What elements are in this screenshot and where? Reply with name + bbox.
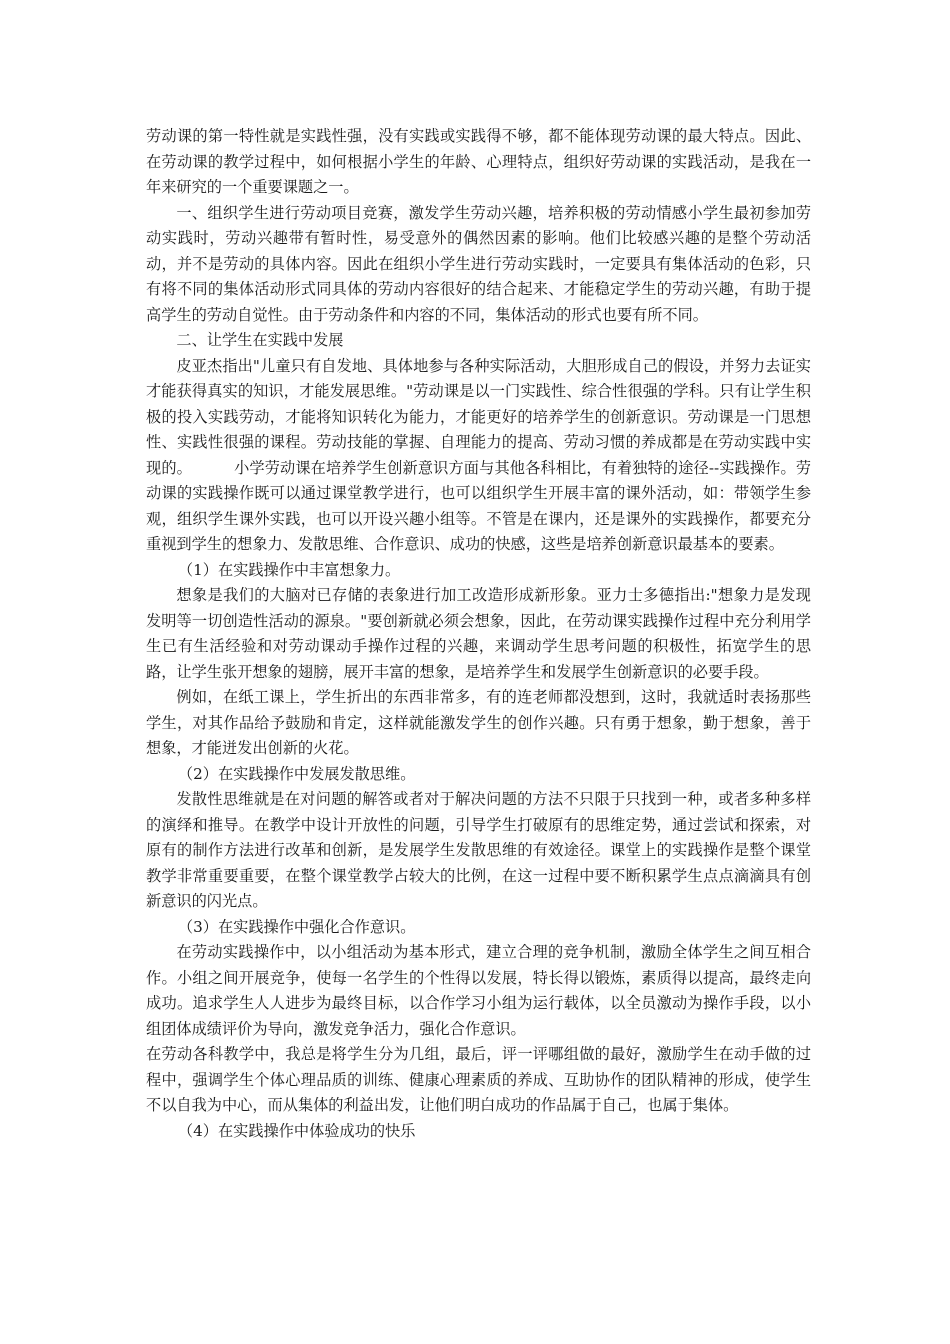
paragraph-cooperation: 在劳动实践操作中，以小组活动为基本形式，建立合理的竞争机制，激励全体学生之间互相合作。小组之间开展竞争，使每一名学生的个性得以发展，特长得以锻炼，素质得以提高，最终走向成功。追求学生人人进步为最终目标，以合作学习小组为运行载体，以全员激动为操作手段，以小组团体成绩评价为导向，激发竞争活力，强化合作意识。 (146, 943, 811, 1038)
paragraph-piaget (146, 354, 811, 558)
paragraph-section-one: 一、组织学生进行劳动项目竞赛，激发学生劳动兴趣，培养积极的劳动情感小学生最初参加劳动实践时，劳动兴趣带有暂时性，易受意外的偶然因素的影响。他们比较感兴趣的是整个劳动活动，并不是劳动的具体内容。因此在组织小学生进行劳动实践时，一定要具有集体活动的色彩，只有将不同的集体活动形式同具体的劳动内容很好的结合起来、才能稳定学生的劳动兴趣，有助于提高学生的劳动自觉性。由于劳动条件和内容的不同，集体活动的形式也要有所不同。 (146, 203, 811, 324)
paragraph-practice-text: 小学劳动课在培养学生创新意识方面与其他各科相比，有着独特的途径--实践操作。劳动课的实践操作既可以通过课堂教学进行，也可以组织学生开展丰富的课外活动，如：带领学生参观，组织学生课外实践，也可以开设兴趣小组等。不管是在课内，还是课外的实践操作，都要充分重视到学生的想象力、发散思维、合作意识、成功的快感，这些是培养创新意识最基本的要素。 (146, 458, 812, 553)
heading-success: （4）在实践操作中体验成功的快乐 (177, 1121, 416, 1140)
heading-cooperation: （3）在实践操作中强化合作意识。 (177, 917, 416, 936)
paragraph-paper-craft: 例如，在纸工课上，学生折出的东西非常多，有的连老师都没想到，这时，我就适时表扬那些学生，对其作品给予鼓励和肯定，这样就能激发学生的创作兴趣。只有勇于想象，勤于想象，善于想象，才能迸发出创新的火花。 (146, 688, 811, 757)
heading-section-two: 二、让学生在实践中发展 (176, 331, 344, 349)
paragraph-piaget-text: 皮亚杰指出"儿童只有自发地、具体地参与各种实际活动，大胆形成自己的假设，并努力去证实才能获得真实的知识，才能发展思维。"劳动课是以一门实践性、综合性很强的学科。只有让学生积极的投入实践劳动，才能将知识转化为能力，才能更好的培养学生的创新意识。劳动课是一门思想性、实践性很强的课程。劳动技能的掌握、自理能力的提高、劳动习惯的养成都是在劳动实践中实现的。 (146, 356, 811, 477)
paragraph-imagination: 想象是我们的大脑对已存储的表象进行加工改造形成新形象。亚力士多德指出:"想象力是发现发明等一切创造性活动的源泉。"要创新就必须会想象，因此，在劳动课实践操作过程中充分利用学生已有生活经验和对劳动课动手操作过程的兴趣，来调动学生思考问题的积极性，拓宽学生的思路，让学生张开想象的翅膀，展开丰富的想象，是培养学生和发展学生创新意识的必要手段。 (146, 586, 811, 681)
paragraph-group-work: 在劳动各科教学中，我总是将学生分为几组，最后，评一评哪组做的最好，激励学生在动手做的过程中，强调学生个体心理品质的训练、健康心理素质的养成、互助协作的团队精神的形成，使学生不以自我为中心，而从集体的利益出发，让他们明白成功的作品属于自己，也属于集体。 (146, 1045, 811, 1114)
heading-divergent-thinking: （2）在实践操作中发展发散思维。 (177, 764, 416, 783)
heading-imagination: （1）在实践操作中丰富想象力。 (177, 560, 401, 579)
paragraph-divergent-thinking: 发散性思维就是在对问题的解答或者对于解决问题的方法不只限于只找到一种，或者多种多样的演绎和推导。在教学中设计开放性的问题，引导学生打破原有的思维定势，通过尝试和探索，对原有的制作方法进行改革和创新，是发展学生发散思维的有效途径。课堂上的实践操作是整个课堂教学非常重要重要，在整个课堂教学占较大的比例，在这一过程中要不断积累学生点点滴滴具有创新意识的闪光点。 (146, 790, 811, 910)
paragraph-intro: 劳动课的第一特性就是实践性强，没有实践或实践得不够，都不能体现劳动课的最大特点。因此、在劳动课的教学过程中，如何根据小学生的年龄、心理特点，组织好劳动课的实践活动，是我在一年来研究的一个重要课题之一。 (146, 127, 811, 196)
document-page (146, 124, 811, 1144)
